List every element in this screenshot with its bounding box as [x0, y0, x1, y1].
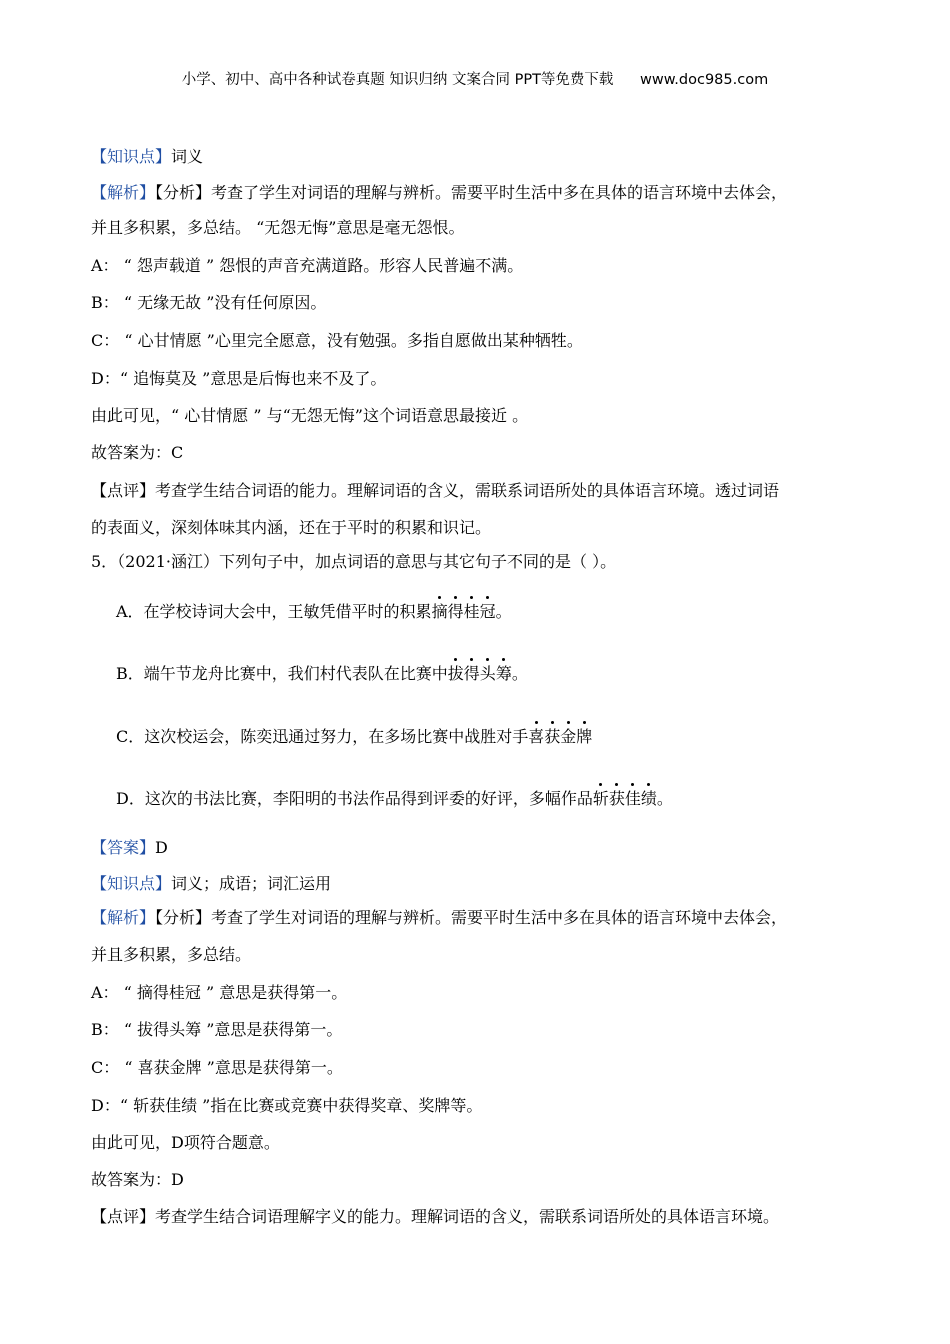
- dotted-char: 牌: [576, 725, 592, 749]
- explain-d-2: D：“ 斩获佳绩 ”指在比赛或竞赛中获得奖章、奖牌等。: [91, 1096, 483, 1115]
- knowledge-tag: 【知识点】: [91, 874, 172, 893]
- conclusion-2: 由此可见，D项符合题意。: [91, 1133, 280, 1152]
- analysis-2-line1: [91, 906, 787, 930]
- explain-a-2: A： “ 摘得桂冠 ” 意思是获得第一。: [91, 983, 348, 1002]
- dotted-char: 筹: [496, 662, 512, 686]
- knowledge-tag: 【知识点】: [91, 147, 172, 166]
- question-5-stem: 5．（2021·涵江）下列句子中，加点词语的意思与其它句子不同的是（ ）。: [91, 552, 617, 571]
- option-a: [116, 600, 512, 624]
- dotted-char: 获: [544, 725, 560, 749]
- option-text: A．在学校诗词大会中，王敏凭借平时的积累: [116, 602, 432, 621]
- dotted-char: 获: [609, 787, 625, 811]
- knowledge-text: 词义: [171, 147, 204, 166]
- dotted-char: 头: [480, 662, 496, 686]
- page-header: [0, 68, 950, 89]
- dotted-char: 桂: [464, 600, 480, 624]
- answer-tag: 【答案】: [91, 838, 156, 857]
- analysis-2-line2: 并且多积累，多总结。: [91, 945, 252, 964]
- dotted-char: 佳: [625, 787, 641, 811]
- analysis-tag: 【解析】: [91, 183, 156, 202]
- dotted-char: 喜: [528, 725, 544, 749]
- analysis-tag: 【解析】: [91, 908, 156, 927]
- dotted-char: 绩: [641, 787, 657, 811]
- dotted-char: 斩: [593, 787, 609, 811]
- comment-1-line2: 的表面义，深刻体味其内涵，还在于平时的积累和识记。: [91, 518, 492, 537]
- dotted-char: 金: [560, 725, 576, 749]
- answer-2: [91, 836, 168, 860]
- option-b: [116, 662, 528, 686]
- explain-b-1: B： “ 无缘无故 ”没有任何原因。: [91, 293, 327, 312]
- comment-2: 【点评】考查学生结合词语理解字义的能力。理解词语的含义，需联系词语所处的具体语言环境。: [91, 1207, 780, 1226]
- conclusion-1: 由此可见，“ 心甘情愿 ” 与“无怨无悔”这个词语意思最接近 。: [91, 406, 529, 425]
- analysis-1-line2: 并且多积累，多总结。 “无怨无悔”意思是毫无怨恨。: [91, 218, 465, 237]
- answer-line-2: 故答案为：D: [91, 1170, 184, 1189]
- knowledge-text: 词义；成语；词汇运用: [171, 874, 332, 893]
- option-d: [116, 787, 673, 811]
- option-suffix: 。: [511, 664, 528, 683]
- dotted-char: 拔: [448, 662, 464, 686]
- knowledge-point-2: [91, 872, 331, 896]
- explain-b-2: B： “ 拔得头筹 ”意思是获得第一。: [91, 1020, 343, 1039]
- option-text: C．这次校运会，陈奕迅通过努力，在多场比赛中战胜对手: [116, 727, 529, 746]
- explain-c-1: C： “ 心甘情愿 ”心里完全愿意，没有勉强。多指自愿做出某种牺牲。: [91, 331, 583, 350]
- option-suffix: 。: [656, 789, 673, 808]
- explain-a-1: A： “ 怨声载道 ” 怨恨的声音充满道路。形容人民普遍不满。: [91, 256, 524, 275]
- option-text: B．端午节龙舟比赛中，我们村代表队在比赛中: [116, 664, 448, 683]
- explain-c-2: C： “ 喜获金牌 ”意思是获得第一。: [91, 1058, 343, 1077]
- dotted-char: 得: [464, 662, 480, 686]
- dotted-char: 冠: [480, 600, 496, 624]
- comment-1-line1: 【点评】考查学生结合词语的能力。理解词语的含义，需联系词语所处的具体语言环境。透过词语: [91, 481, 780, 500]
- answer-text: D: [155, 838, 168, 857]
- answer-line-1: 故答案为：C: [91, 443, 184, 462]
- dotted-char: 摘: [432, 600, 448, 624]
- analysis-text: 【分析】考查了学生对词语的理解与辨析。需要平时生活中多在具体的语言环境中去体会，: [155, 908, 788, 927]
- option-text: D．这次的书法比赛，李阳明的书法作品得到评委的好评，多幅作品: [116, 789, 593, 808]
- header-text: 小学、初中、高中各种试卷真题 知识归纳 文案合同 PPT等免费下载: [181, 72, 614, 88]
- knowledge-point-1: [91, 145, 203, 169]
- explain-d-1: D：“ 追悔莫及 ”意思是后悔也来不及了。: [91, 369, 387, 388]
- option-suffix: 。: [495, 602, 512, 621]
- analysis-text: 【分析】考查了学生对词语的理解与辨析。需要平时生活中多在具体的语言环境中去体会，: [155, 183, 788, 202]
- analysis-1-line1: [91, 181, 787, 205]
- header-url[interactable]: www.doc985.com: [640, 72, 769, 88]
- dotted-char: 得: [448, 600, 464, 624]
- option-c: [116, 725, 592, 749]
